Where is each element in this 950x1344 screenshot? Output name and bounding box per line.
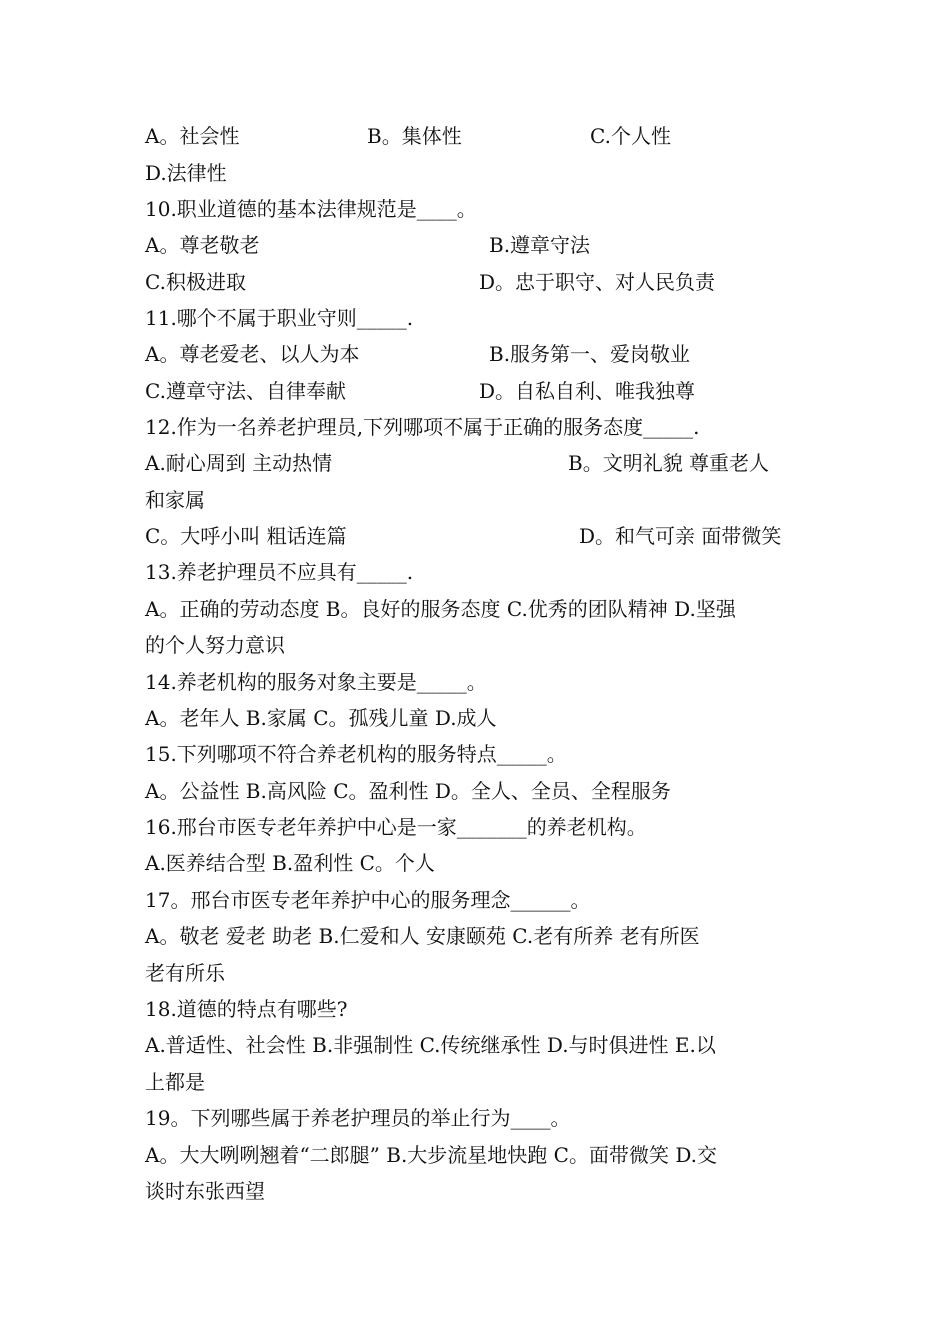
q13-options-line-1: A。正确的劳动态度 B。良好的服务态度 C.优秀的团队精神 D.坚强 bbox=[145, 597, 736, 621]
q16-options: A.医养结合型 B.盈利性 C。个人 bbox=[145, 851, 435, 875]
q10-option-c: C.积极进取 bbox=[145, 270, 246, 294]
q12-option-b-continued: 和家属 bbox=[145, 488, 205, 512]
q18-question: 18.道德的特点有哪些? bbox=[145, 997, 348, 1021]
q12-options-row-2 bbox=[145, 518, 815, 554]
q17-question: 17。邢台市医专老年养护中心的服务理念______。 bbox=[145, 888, 591, 912]
q19-question: 19。下列哪些属于养老护理员的举止行为____。 bbox=[145, 1106, 571, 1130]
q11-option-d: D。自私自利、唯我独尊 bbox=[479, 379, 696, 403]
q17-options-line-2: 老有所乐 bbox=[145, 961, 225, 985]
q13-options-line-2: 的个人努力意识 bbox=[145, 633, 285, 657]
q18-options-line-2: 上都是 bbox=[145, 1070, 205, 1094]
q10-question: 10.职业道德的基本法律规范是____。 bbox=[145, 197, 477, 221]
q19-options-line-1: A。大大咧咧翘着“二郎腿” B.大步流星地快跑 C。面带微笑 D.交 bbox=[145, 1143, 718, 1167]
q11-option-b: B.服务第一、爱岗敬业 bbox=[489, 342, 691, 366]
q10-option-b: B.遵章守法 bbox=[489, 233, 591, 257]
q15-options: A。公益性 B.高风险 C。盈利性 D。全人、全员、全程服务 bbox=[145, 779, 671, 803]
q11-options-row-2 bbox=[145, 373, 815, 409]
q10-option-a: A。尊老敬老 bbox=[145, 233, 260, 257]
q18-options-line-1: A.普适性、社会性 B.非强制性 C.传统继承性 D.与时俱进性 E.以 bbox=[145, 1033, 716, 1057]
q17-options-line-1: A。敬老 爱老 助老 B.仁爱和人 安康颐苑 C.老有所养 老有所医 bbox=[145, 924, 700, 948]
q11-question: 11.哪个不属于职业守则_____. bbox=[145, 306, 414, 330]
q9-option-a: A。社会性 bbox=[145, 124, 240, 148]
q11-options-row-1 bbox=[145, 336, 815, 372]
q10-options-row-1 bbox=[145, 227, 815, 263]
q12-option-c: C。大呼小叫 粗话连篇 bbox=[145, 524, 347, 548]
q10-option-d: D。忠于职守、对人民负责 bbox=[479, 270, 716, 294]
q12-option-b: B。文明礼貌 尊重老人 bbox=[568, 451, 770, 475]
q11-option-a: A。尊老爱老、以人为本 bbox=[145, 342, 360, 366]
q9-option-c: C.个人性 bbox=[590, 124, 671, 148]
q16-question: 16.邢台市医专老年养护中心是一家_______的养老机构。 bbox=[145, 815, 647, 839]
q12-options-row-1 bbox=[145, 445, 815, 481]
q11-option-c: C.遵章守法、自律奉献 bbox=[145, 379, 346, 403]
q12-option-a: A.耐心周到 主动热情 bbox=[145, 451, 333, 475]
q13-question: 13.养老护理员不应具有_____. bbox=[145, 560, 414, 584]
q12-question: 12.作为一名养老护理员,下列哪项不属于正确的服务态度_____. bbox=[145, 415, 700, 439]
q14-options: A。老年人 B.家属 C。孤残儿童 D.成人 bbox=[145, 706, 497, 730]
q9-options-row bbox=[145, 118, 815, 154]
q19-options-line-2: 谈时东张西望 bbox=[145, 1179, 265, 1203]
q9-option-d: D.法律性 bbox=[145, 161, 227, 185]
q10-options-row-2 bbox=[145, 264, 815, 300]
q15-question: 15.下列哪项不符合养老机构的服务特点_____。 bbox=[145, 742, 567, 766]
q12-option-d: D。和气可亲 面带微笑 bbox=[579, 524, 782, 548]
q9-option-b: B。集体性 bbox=[367, 124, 462, 148]
q14-question: 14.养老机构的服务对象主要是_____。 bbox=[145, 670, 487, 694]
